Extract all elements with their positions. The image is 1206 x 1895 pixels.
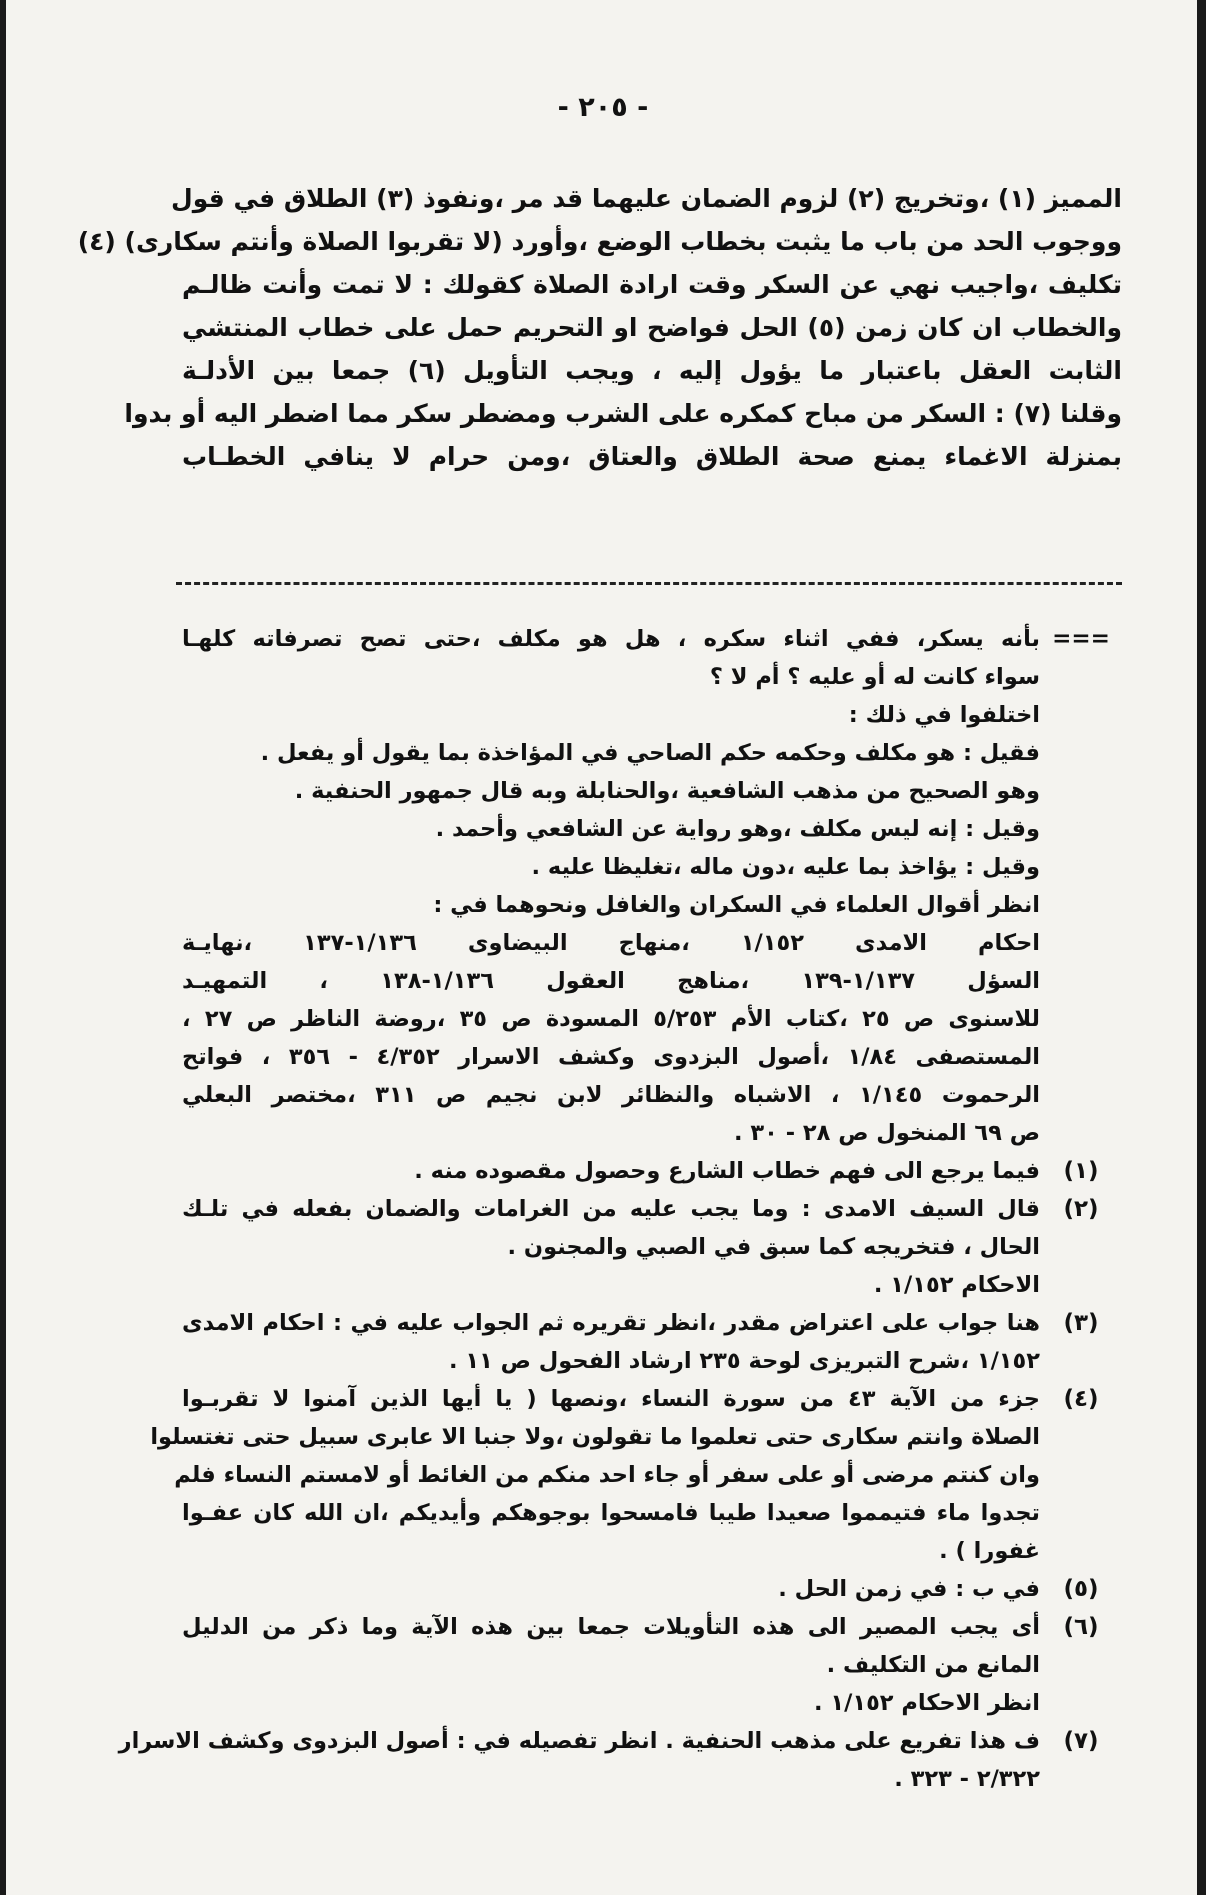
footnote-line: انظر الاحكام ١/١٥٢ . xyxy=(814,1690,1040,1716)
footnote-continuation xyxy=(182,620,1122,1152)
footnote-marker: (٣) xyxy=(1063,1310,1099,1336)
footnote-body xyxy=(182,620,1040,1152)
main-text-line: والخطاب ان كان زمن (٥) الحل فواضح او التحريم حمل على خطاب المنتشي xyxy=(182,313,1122,342)
footnote-5 xyxy=(182,1570,1122,1608)
footnote-line: السؤل ١/١٣٧-١٣٩ ،مناهج العقول ١/١٣٦-١٣٨ ، التمهيـد xyxy=(182,968,1040,994)
footnote-line: فيما يرجع الى فهم خطاب الشارع وحصول مقصوده منه . xyxy=(414,1158,1040,1184)
footnote-body xyxy=(150,1380,1040,1570)
main-text-line: بمنزلة الاغماء يمنع صحة الطلاق والعتاق ،ومن حرام لا ينافي الخطـاب xyxy=(182,442,1122,471)
footnote-line: وهو الصحيح من مذهب الشافعية ،والحنابلة وبه قال جمهور الحنفية . xyxy=(294,778,1040,804)
main-text-line: ووجوب الحد من باب ما يثبت بخطاب الوضع ،وأورد (لا تقربوا الصلاة وأنتم سكارى) (٤) xyxy=(77,227,1122,256)
footnote-line: انظر أقوال العلماء في السكران والغافل ونحوهما في : xyxy=(433,892,1040,918)
footnote-marker: (٦) xyxy=(1063,1614,1099,1640)
main-text-line: وقلنا (٧) : السكر من مباح كمكره على الشرب ومضطر سكر مما اضطر اليه أو بدوا xyxy=(124,399,1122,428)
footnote-line: هنا جواب على اعتراض مقدر ،انظر تقريره ثم الجواب عليه في : احكام الامدى xyxy=(182,1310,1040,1336)
footnote-line: فقيل : هو مكلف وحكمه حكم الصاحي في المؤاخذة بما يقول أو يفعل . xyxy=(260,740,1040,766)
footnote-2 xyxy=(182,1190,1122,1304)
footnote-marker: (٢) xyxy=(1063,1196,1099,1222)
footnote-line: أى يجب المصير الى هذه التأويلات جمعا بين هذه الآية وما ذكر من الدليل xyxy=(182,1614,1040,1640)
footnote-line: ١/١٥٢ ،شرح التبريزى لوحة ٢٣٥ ارشاد الفحول ص ١١ . xyxy=(448,1348,1040,1374)
footnote-3 xyxy=(182,1304,1122,1380)
footnote-line: الصلاة وانتم سكارى حتى تعلموا ما تقولون ،ولا جنبا الا عابرى سبيل حتى تغتسلوا xyxy=(150,1424,1040,1450)
footnote-line: قال السيف الامدى : وما يجب عليه من الغرامات والضمان بفعله في تلـك xyxy=(182,1196,1040,1222)
footnote-line: تجدوا ماء فتيمموا صعيدا طيبا فامسحوا بوجوهكم وأيديكم ،ان الله كان عفـوا xyxy=(182,1500,1040,1526)
footnote-line: سواء كانت له أو عليه ؟ أم لا ؟ xyxy=(709,664,1040,690)
footnote-line: وان كنتم مرضى أو على سفر أو جاء احد منكم من الغائط أو لامستم النساء فلم xyxy=(174,1462,1040,1488)
footnote-marker: === xyxy=(1052,626,1110,652)
footnote-body xyxy=(118,1722,1040,1798)
scan-border-left xyxy=(0,0,6,1895)
footnote-line: وقيل : يؤاخذ بما عليه ،دون ماله ،تغليظا عليه . xyxy=(531,854,1040,880)
footnote-line: اختلفوا في ذلك : xyxy=(848,702,1040,728)
footnote-line: ص ٦٩ المنخول ص ٢٨ - ٣٠ . xyxy=(734,1120,1040,1146)
footnote-body xyxy=(182,1304,1040,1380)
footnote-line: المانع من التكليف . xyxy=(826,1652,1040,1678)
footnote-line: ٢/٣٢٢ - ٣٢٣ . xyxy=(894,1766,1040,1792)
footnote-marker: (٤) xyxy=(1063,1386,1099,1412)
footnote-line: غفورا ) . xyxy=(939,1538,1040,1564)
footnote-line: في ب : في زمن الحل . xyxy=(778,1576,1040,1602)
footnote-body xyxy=(182,1570,1040,1608)
footnote-line: وقيل : إنه ليس مكلف ،وهو رواية عن الشافعي وأحمد . xyxy=(435,816,1040,842)
main-text-line: تكليف ،واجيب نهي عن السكر وقت ارادة الصلاة كقولك : لا تمت وأنت ظالـم xyxy=(182,270,1122,299)
footnote-line: الاحكام ١/١٥٢ . xyxy=(873,1272,1040,1298)
footnote-body xyxy=(182,1190,1040,1304)
main-text xyxy=(77,178,1122,479)
footnote-7 xyxy=(118,1722,1122,1798)
footnote-body xyxy=(182,1608,1040,1722)
scan-border-right xyxy=(1197,0,1206,1895)
footnotes xyxy=(118,620,1122,1798)
footnote-line: ف هذا تفريع على مذهب الحنفية . انظر تفصيله في : أصول البزدوى وكشف الاسرار xyxy=(118,1728,1040,1754)
main-text-line: الثابت العقل باعتبار ما يؤول إليه ، ويجب التأويل (٦) جمعا بين الأدلـة xyxy=(182,356,1122,385)
footnote-line: جزء من الآية ٤٣ من سورة النساء ،ونصها ( يا أيها الذين آمنوا لا تقربـوا xyxy=(182,1386,1040,1412)
footnote-line: الحال ، فتخريجه كما سبق في الصبي والمجنون . xyxy=(507,1234,1040,1260)
footnote-marker: (٥) xyxy=(1063,1576,1099,1602)
main-text-line: المميز (١) ،وتخريج (٢) لزوم الضمان عليهما قد مر ،ونفوذ (٣) الطلاق في قول xyxy=(171,184,1122,213)
footnote-4 xyxy=(150,1380,1122,1570)
footnote-divider xyxy=(176,582,1122,585)
footnote-1 xyxy=(182,1152,1122,1190)
page-number: - ٢٠٥ - xyxy=(557,92,649,123)
footnote-body xyxy=(182,1152,1040,1190)
footnote-marker: (٧) xyxy=(1063,1728,1099,1754)
footnote-line: احكام الامدى ١/١٥٢ ،منهاج البيضاوى ١/١٣٦-١٣٧ ،نهايـة xyxy=(182,930,1040,956)
footnote-marker: (١) xyxy=(1063,1158,1099,1184)
footnote-6 xyxy=(182,1608,1122,1722)
footnote-line: الرحموت ١/١٤٥ ، الاشباه والنظائر لابن نجيم ص ٣١١ ،مختصر البعلي xyxy=(182,1082,1040,1108)
footnote-line: بأنه يسكر، ففي اثناء سكره ، هل هو مكلف ،حتى تصح تصرفاته كلهـا xyxy=(182,626,1040,652)
footnote-line: المستصفى ١/٨٤ ،أصول البزدوى وكشف الاسرار ٤/٣٥٢ - ٣٥٦ ، فواتح xyxy=(182,1044,1040,1070)
footnote-line: للاسنوى ص ٢٥ ،كتاب الأم ٥/٢٥٣ المسودة ص ٣٥ ،روضة الناظر ص ٢٧ ، xyxy=(182,1006,1040,1032)
